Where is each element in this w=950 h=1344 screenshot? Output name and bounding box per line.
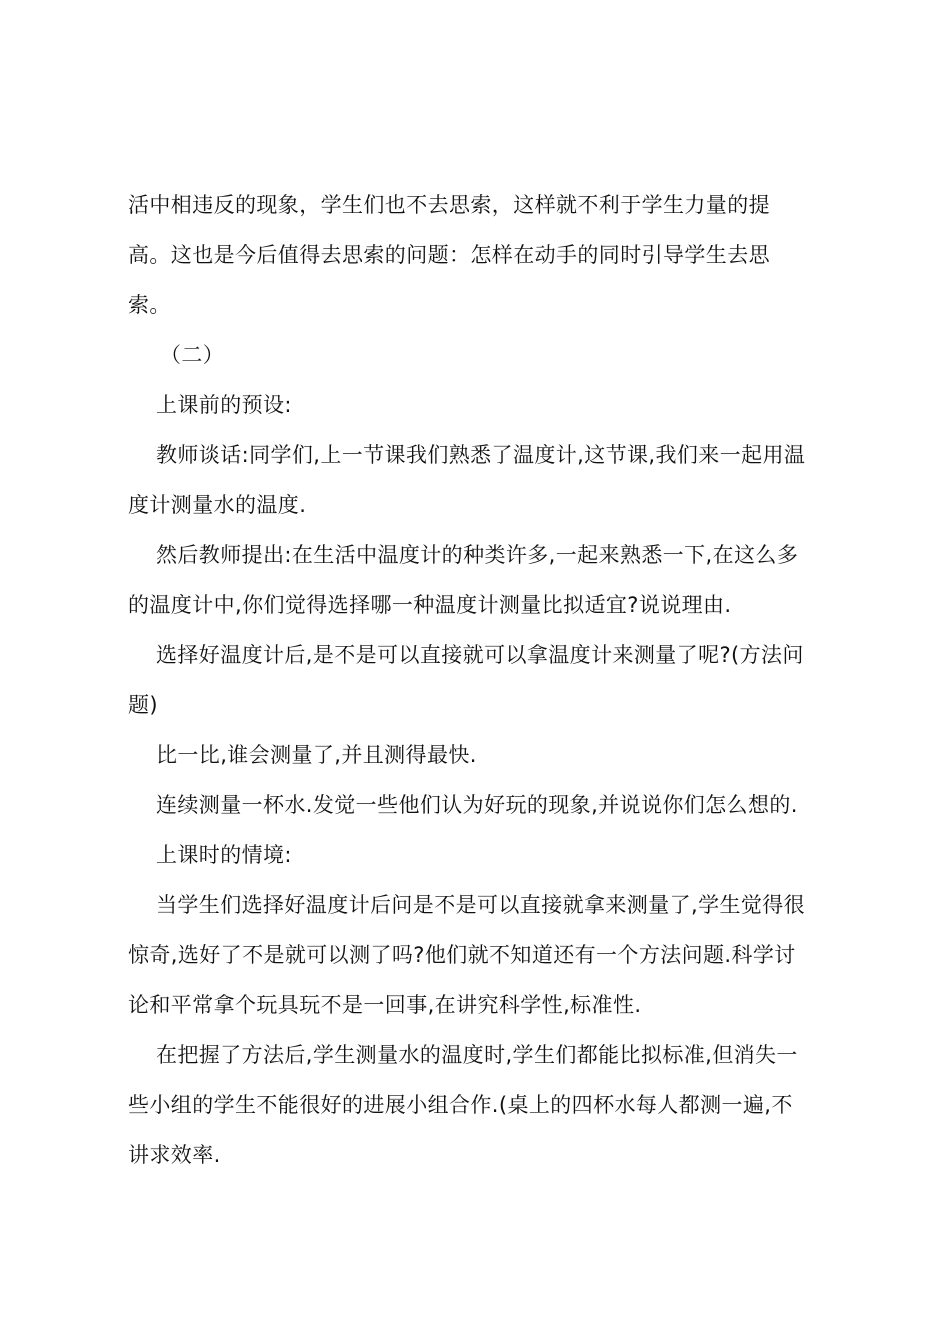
paragraph-line: 论和平常拿个玩具玩不是一回事,在讲究科学性,标准性. bbox=[128, 993, 642, 1017]
paragraph-line: 的温度计中,你们觉得选择哪一种温度计测量比拟适宜?说说理由. bbox=[128, 593, 732, 617]
paragraph-line: 讲求效率. bbox=[128, 1143, 221, 1167]
paragraph-line: 比一比,谁会测量了,并且测得最快. bbox=[156, 743, 477, 767]
paragraph-line: 在把握了方法后,学生测量水的温度时,学生们都能比拟标准,但消失一 bbox=[156, 1043, 798, 1067]
paragraph-line: 度计测量水的温度. bbox=[128, 493, 307, 517]
paragraph-line: 活中相违反的现象，学生们也不去思索，这样就不利于学生力量的提 bbox=[128, 193, 770, 217]
paragraph-line: 教师谈话:同学们,上一节课我们熟悉了温度计,这节课,我们来一起用温 bbox=[156, 443, 806, 467]
paragraph-line: 高。这也是今后值得去思索的问题：怎样在动手的同时引导学生去思 bbox=[128, 243, 770, 267]
paragraph-line: 连续测量一杯水.发觉一些他们认为好玩的现象,并说说你们怎么想的. bbox=[156, 793, 798, 817]
section-heading: （二） bbox=[160, 343, 225, 367]
paragraph-line: 然后教师提出:在生活中温度计的种类许多,一起来熟悉一下,在这么多 bbox=[156, 543, 799, 567]
paragraph-line: 惊奇,选好了不是就可以测了吗?他们就不知道还有一个方法问题.科学讨 bbox=[128, 943, 796, 967]
paragraph-line: 当学生们选择好温度计后问是不是可以直接就拿来测量了,学生觉得很 bbox=[156, 893, 806, 917]
paragraph-line: 题) bbox=[128, 693, 158, 717]
paragraph-line: 索。 bbox=[128, 293, 171, 317]
paragraph-line: 些小组的学生不能很好的进展小组合作.(桌上的四杯水每人都测一遍,不 bbox=[128, 1093, 793, 1117]
paragraph-line: 选择好温度计后,是不是可以直接就可以拿温度计来测量了呢?(方法问 bbox=[156, 643, 804, 667]
paragraph-line: 上课时的情境: bbox=[156, 843, 292, 867]
paragraph-line: 上课前的预设: bbox=[156, 393, 292, 417]
